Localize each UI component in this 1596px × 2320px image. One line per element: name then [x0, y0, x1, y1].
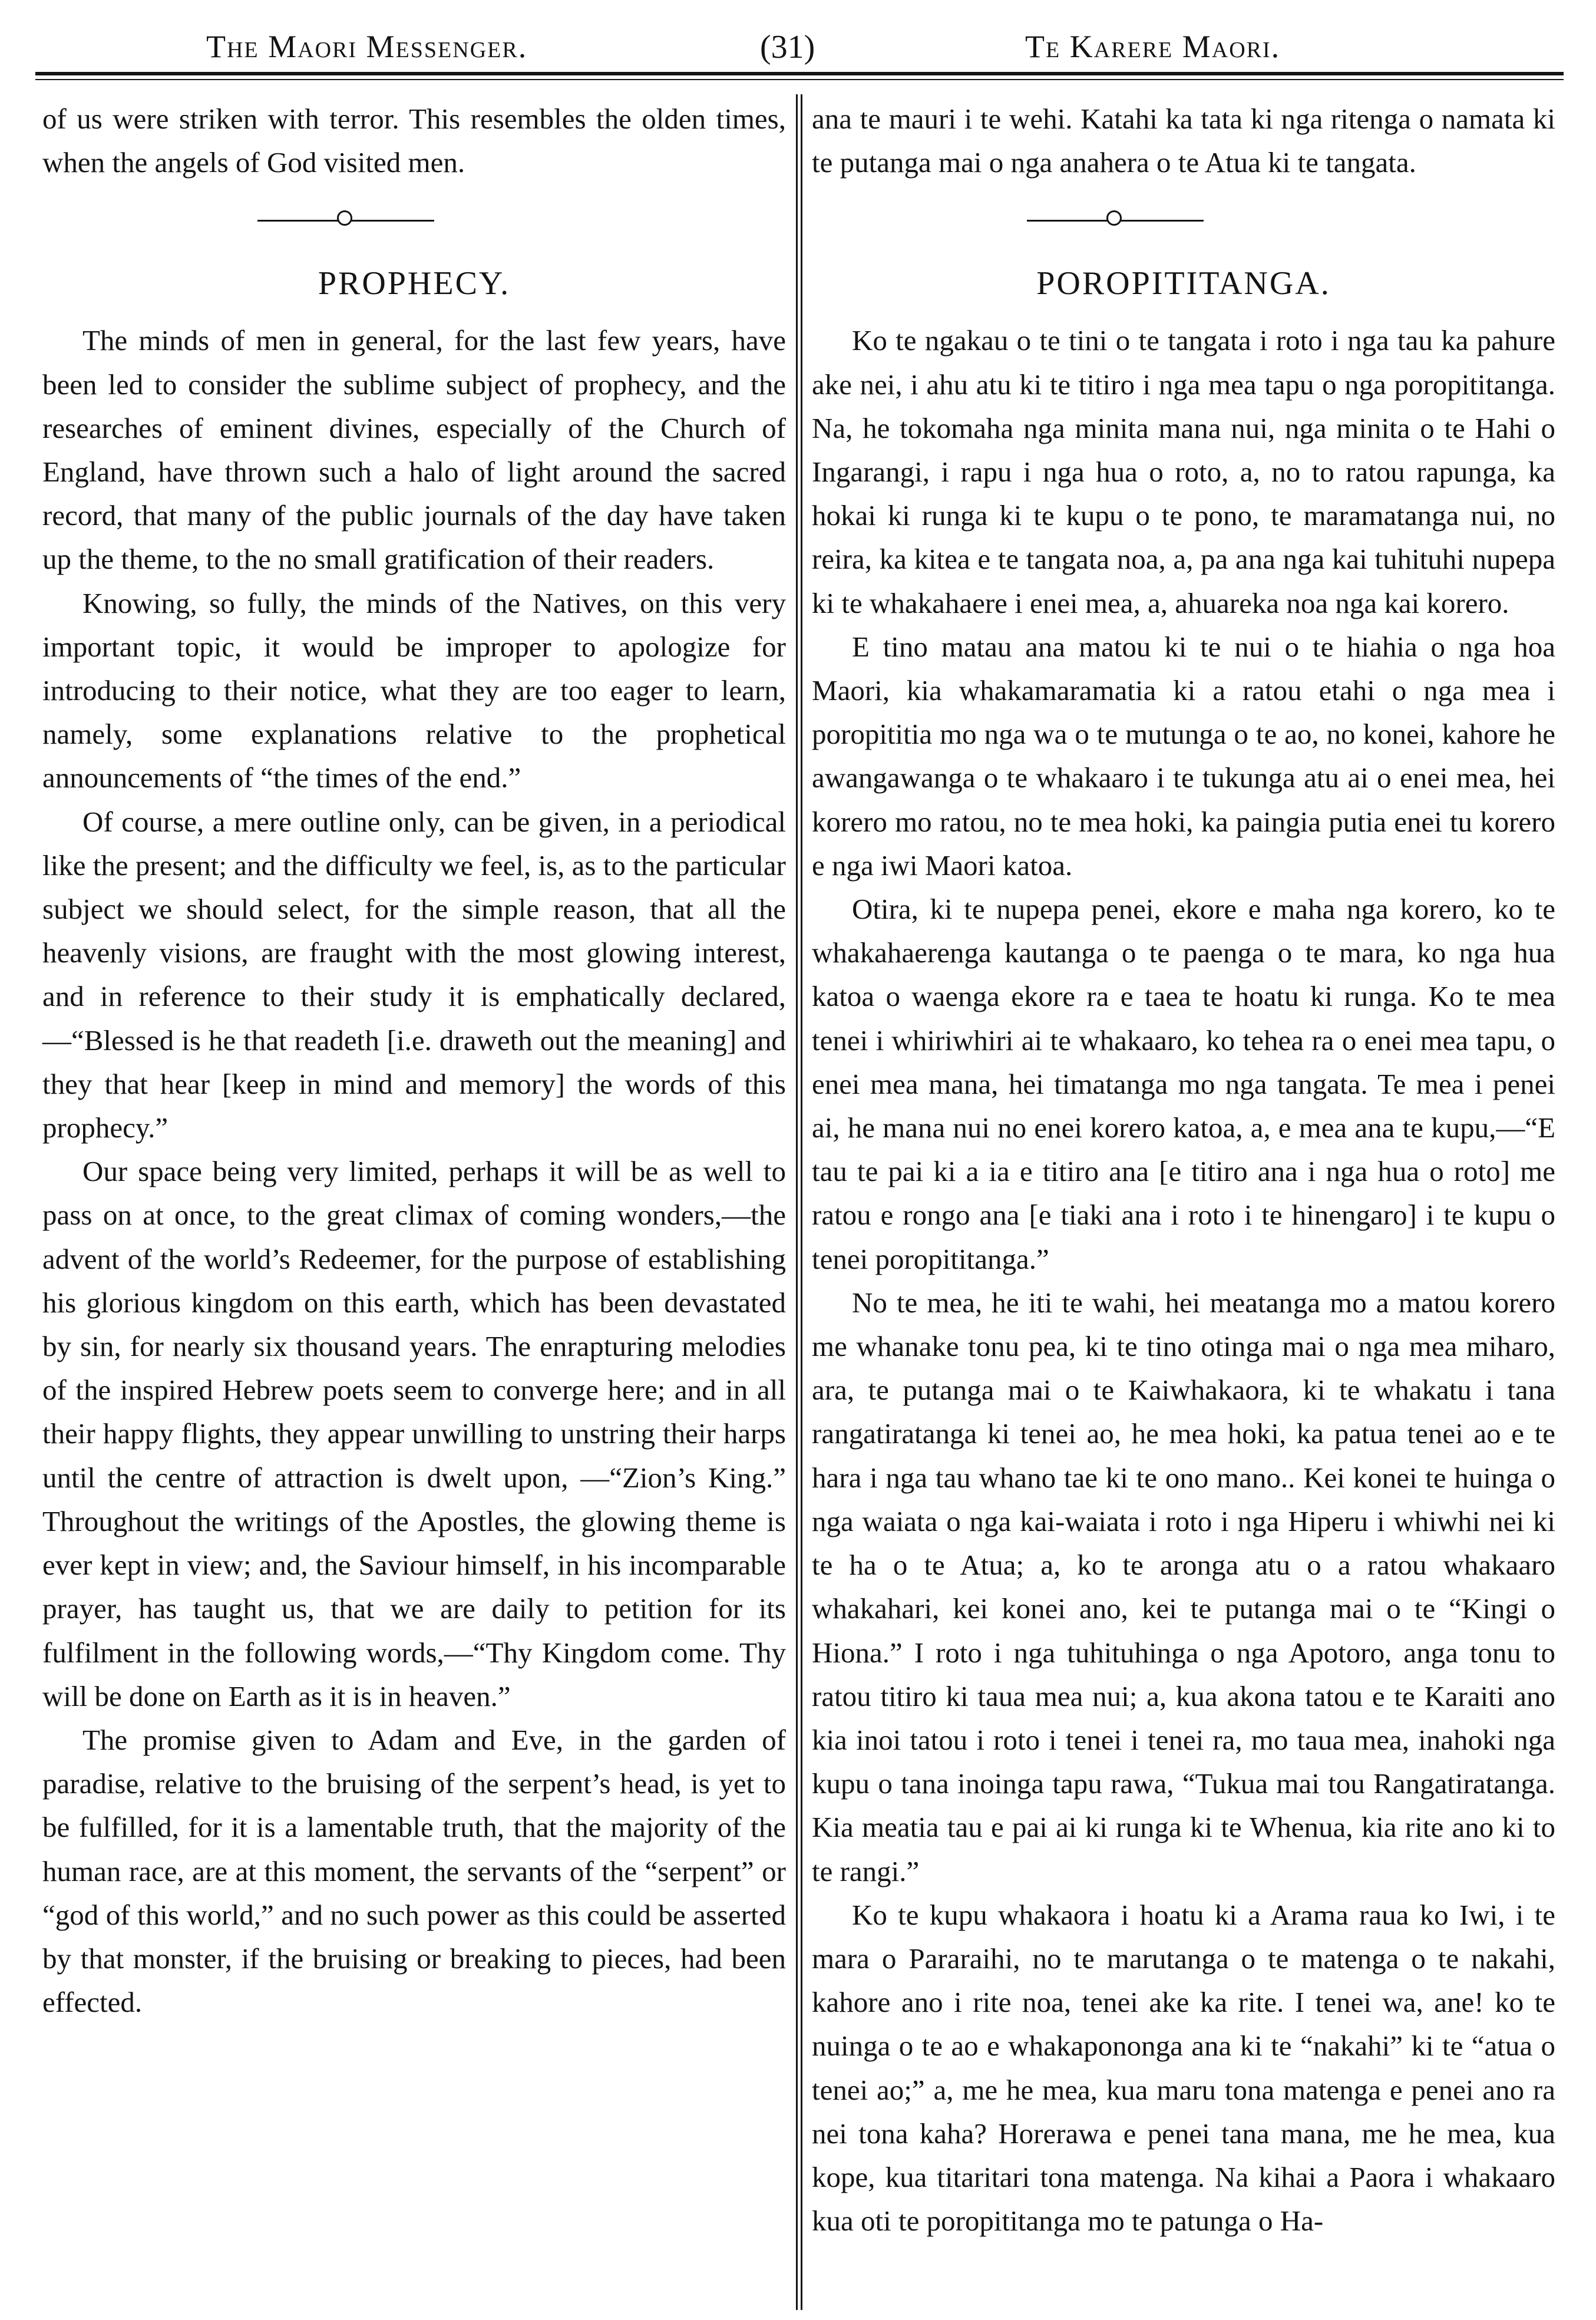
maori-paragraph: Otira, ki te nupepa penei, ekore e maha nga korero, ko te whakahaerenga kautanga o te paenga o te mara, ko nga hua katoa o waenga ekore ra e taea te hoatu ki runga. Ko te mea tenei i whiriwhiri ai te whakaaro, ko tehea ra o enei mea tapu, o enei mea mana, hei timatanga mo nga tangata. Te mea i penei ai, he mana nui no enei korero katoa, a, e mea ana te kupu,—“E tau te pai ki a ia e titiro ana [e titiro ana i nga hua o roto] me ratou e rongo ana [e tiaki ana i roto i te hinengaro] i te kupu o tenei poropititanga.”	[812, 893, 1555, 1275]
maori-paragraph: Ko te kupu whakaora i hoatu ki a Arama raua ko Iwi, i te mara o Pararaihi, no te marutanga o te matenga o te nakahi, kahore ano i rite noa, tenei ake ka rite. I tenei wa, ane! ko te nuinga o te ao e whakapononga ana ki te “nakahi” ki te “atua o tenei ao;” a, me he mea, kua maru tona matenga e penei ano ra nei tona kaha? Horerawa e penei tana mana, me he mea, kua kope, kua titaritari tona matenga. Na kihai a Paora i whakaaro kua oti te poropititanga mo te patunga o Ha-	[812, 1898, 1555, 2238]
english-paragraph: The promise given to Adam and Eve, in the garden of paradise, relative to the bruising of the serpent’s head, is yet to be fulfilled, for it is a lamentable truth, that the majority of the human race, are at this moment, the servants of the “serpent” or “god of this world,” and no such power as this could be asserted by that monster, if the bruising or breaking to pieces, had been effected.	[42, 1723, 786, 2019]
maori-section-heading: POROPITITANGA.	[1036, 265, 1331, 302]
page-number: (31)	[760, 29, 815, 65]
maori-paragraph: E tino matau ana matou ki te nui o te hiahia o nga hoa Maori, kia whakamaramatia ki a ratou etahi o nga mea i poropititia mo nga wa o te mutunga o te ao, no konei, kahore he awangawanga o te whakaaro i te tukunga atu ai o enei mea, hei korero mo ratou, no te mea hoki, ka paingia putia enei tu korero e nga iwi Maori katoa.	[812, 630, 1555, 882]
english-paragraph: The minds of men in general, for the last few years, have been led to consider the sublime subject of prophecy, and the researches of eminent divines, especially of the Church of England, have thrown such a halo of light around the sacred record, that many of the public journals of the day have taken up the theme, to the no small gratification of their readers.	[42, 324, 786, 576]
english-masthead-title: The Maori Messenger.	[206, 29, 528, 64]
header-rule-thin	[35, 79, 1564, 80]
column-divider-left	[796, 94, 798, 2310]
maori-masthead-title: Te Karere Maori.	[1025, 29, 1281, 64]
running-head	[35, 28, 1567, 75]
separator-circle-icon	[337, 210, 352, 226]
section-separator	[42, 184, 786, 254]
english-paragraph: Of course, a mere outline only, can be given, in a periodical like the present; and the difficulty we feel, is, as to the particular subject we should select, for the simple reason, that all the heavenly visions, are fraught with the most glowing interest, and in reference to their study it is emphatically declared,—“Blessed is he that readeth [i.e. draweth out the meaning] and they that hear [keep in mind and memory] the words of this prophecy.”	[42, 805, 786, 1144]
column-divider-right	[801, 94, 802, 2310]
separator-circle-icon	[1106, 210, 1122, 226]
english-paragraph: Knowing, so fully, the minds of the Natives, on this very important topic, it would be improper to apologize for introducing to their notice, what they are too eager to learn, namely, some explanations relative to the prophetical announcements of “the times of the end.”	[42, 586, 786, 794]
header-rule-thick	[35, 72, 1564, 75]
section-separator	[812, 184, 1555, 254]
maori-intro-paragraph: ana te mauri i te wehi. Katahi ka tata ki nga ritenga o namata ki te putanga mai o nga anahera o te Atua ki te tangata.	[812, 103, 1555, 179]
english-intro-paragraph: of us were striken with terror. This resembles the olden times, when the angels of God visited men.	[42, 103, 786, 179]
maori-paragraph: No te mea, he iti te wahi, hei meatanga mo a matou korero me whanake tonu pea, ki te tino otinga mai o nga mea miharo, ara, te putanga mai o te Kaiwhakaora, ki te whakatu i tana rangatiratanga ki tenei ao, he mea hoki, ka patua tenei ao e te hara i nga tau whano tae ki te ono mano.. Kei konei te huinga o nga waiata o nga kai-waiata i roto i nga Hiperu i whiwhi nei ki te ha o te Atua; a, ko te aronga atu o a ratou whakaaro whakahari, kei konei ano, kei te putanga mai o te “Kingi o Hiona.” I roto i nga tuhituhinga o nga Apotoro, anga tonu to ratou titiro ki taua mea nui; a, kua akona tatou e te Karaiti ano kia inoi tatou i roto i tenei i tenei ra, mo taua mea, inahoki nga kupu o tana inoinga tapu rawa, “Tukua mai tou Rangatiratanga. Kia meatia tau e pai ai ki runga ki te Whenua, kia rite ano ki to te rangi.”	[812, 1286, 1555, 1887]
maori-column	[812, 97, 1555, 2243]
english-column	[42, 97, 786, 2024]
english-section-heading: PROPHECY.	[318, 265, 511, 302]
maori-paragraph: Ko te ngakau o te tini o te tangata i roto i nga tau ka pahure ake nei, i ahu atu ki te titiro i nga mea tapu o nga poropititanga. Na, he tokomaha nga minita mana nui, nga minita o te Hahi o Ingarangi, i rapu i nga hua o roto, a, no to ratou rapunga, ka hokai ki runga ki te kupu o te pono, te maramatanga nui, no reira, ka kitea e te tangata noa, a, pa ana nga kai tuhituhi nupepa ki te whakahaere i enei mea, a, ahuareka noa nga kai korero.	[812, 324, 1555, 619]
english-paragraph: Our space being very limited, perhaps it will be as well to pass on at once, to the great climax of coming wonders,—the advent of the world’s Redeemer, for the purpose of establishing his glorious kingdom on this earth, which has been devastated by sin, for nearly six thousand years. The enrapturing melodies of the inspired Hebrew poets seem to converge here; and in all their happy flights, they appear unwilling to unstring their harps until the centre of attraction is dwelt upon, —“Zion’s King.” Throughout the writings of the Apostles, the glowing theme is ever kept in view; and, the Saviour himself, in his incomparable prayer, has taught us, that we are daily to petition for its fulfilment in the following words,—“Thy Kingdom come. Thy will be done on Earth as it is in heaven.”	[42, 1155, 786, 1712]
